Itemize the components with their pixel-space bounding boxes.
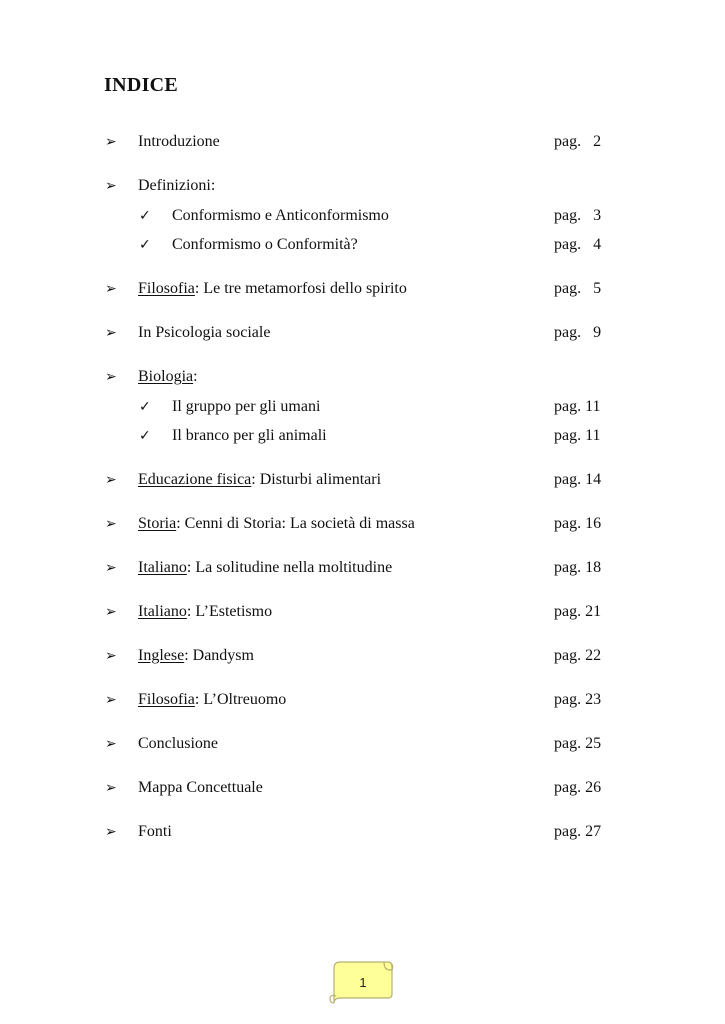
toc-entry [0, 512, 725, 536]
toc-entry-page: pag. 9 [554, 324, 602, 341]
toc-entry-page: pag. 18 [554, 559, 602, 576]
arrowhead-bullet-icon: ➢ [105, 648, 117, 664]
toc-entry-page: pag. 26 [554, 779, 602, 796]
toc-entry-text: Il branco per gli animali [172, 427, 327, 444]
arrowhead-bullet-icon: ➢ [105, 472, 117, 488]
toc-entry-page: pag. 16 [554, 515, 602, 532]
arrowhead-bullet-icon: ➢ [105, 560, 117, 576]
toc-entry [0, 468, 725, 492]
arrowhead-bullet-icon: ➢ [105, 369, 117, 385]
toc-entry-text: Conclusione [138, 735, 218, 752]
toc-entry-text: Il gruppo per gli umani [172, 398, 321, 415]
toc-entry-text: : L’Estetismo [186, 603, 273, 620]
toc-entry-label [138, 277, 407, 301]
toc-entry-text: : L’Oltreuomo [194, 691, 287, 708]
toc-entry-subject: Storia [138, 515, 177, 532]
toc-entry [0, 365, 725, 389]
toc-entry-subject: Educazione fisica [138, 471, 252, 488]
arrowhead-bullet-icon: ➢ [105, 325, 117, 341]
toc-entry-label [172, 204, 389, 228]
page-number: 1 [359, 975, 367, 990]
arrowhead-bullet-icon: ➢ [105, 516, 117, 532]
arrowhead-bullet-icon: ➢ [105, 780, 117, 796]
toc-entry [0, 174, 725, 198]
toc-entry-label [138, 644, 254, 668]
toc-entry-page: pag. 23 [554, 691, 602, 708]
toc-entry [0, 688, 725, 712]
toc-entry [0, 556, 725, 580]
toc-entry-page: pag. 14 [554, 471, 602, 488]
checkmark-icon: ✓ [139, 399, 151, 415]
toc-subentry [0, 424, 725, 448]
toc-entry-page: pag. 11 [554, 398, 601, 415]
toc-entry-page: pag. 2 [554, 133, 602, 150]
toc-entry-label [138, 688, 286, 712]
arrowhead-bullet-icon: ➢ [105, 134, 117, 150]
toc-entry-text: Fonti [138, 823, 172, 840]
checkmark-icon: ✓ [139, 237, 151, 253]
toc-entry-text: Definizioni: [138, 177, 216, 194]
toc-entry [0, 277, 725, 301]
toc-subentry [0, 204, 725, 228]
toc-entry [0, 776, 725, 800]
toc-entry-page: pag. 22 [554, 647, 602, 664]
toc-entry-page: pag. 3 [554, 207, 602, 224]
toc-entry-page: pag. 4 [554, 236, 602, 253]
toc-entry-page: pag. 21 [554, 603, 602, 620]
page-title: INDICE [104, 74, 179, 96]
toc-entry-label [138, 512, 415, 536]
toc-subentry [0, 395, 725, 419]
toc-entry-label [138, 321, 270, 345]
toc-entry-text: Conformismo e Anticonformismo [172, 207, 389, 224]
toc-entry-label [138, 732, 218, 756]
toc-entry-label [138, 130, 220, 154]
toc-entry-label [138, 174, 215, 198]
arrowhead-bullet-icon: ➢ [105, 604, 117, 620]
toc-entry-subject: Biologia [138, 368, 194, 385]
toc-entry-subject: Inglese [138, 647, 185, 664]
toc-entry-subject: Filosofia [138, 280, 195, 297]
toc-entry [0, 321, 725, 345]
toc-entry-page: pag. 27 [554, 823, 602, 840]
checkmark-icon: ✓ [139, 428, 151, 444]
toc-entry-subject: Filosofia [138, 691, 195, 708]
arrowhead-bullet-icon: ➢ [105, 178, 117, 194]
toc-entry-label [172, 424, 327, 448]
toc-entry-label [138, 468, 381, 492]
toc-entry-text: Mappa Concettuale [138, 779, 263, 796]
toc-entry-label [138, 556, 392, 580]
toc-entry [0, 130, 725, 154]
toc-entry-text: : [193, 368, 198, 385]
toc-entry-subject: Italiano [138, 559, 187, 576]
arrowhead-bullet-icon: ➢ [105, 281, 117, 297]
toc-entry-text: : Dandysm [184, 647, 254, 664]
toc-entry-label [138, 365, 198, 389]
arrowhead-bullet-icon: ➢ [105, 736, 117, 752]
toc-subentry [0, 233, 725, 257]
toc-entry-page: pag. 11 [554, 427, 601, 444]
toc-entry-text: Conformismo o Conformità? [172, 236, 358, 253]
toc-entry-text: : Disturbi alimentari [251, 471, 382, 488]
toc-entry [0, 732, 725, 756]
arrowhead-bullet-icon: ➢ [105, 692, 117, 708]
toc-entry-label [172, 395, 320, 419]
toc-entry-text: : Le tre metamorfosi dello spirito [194, 280, 407, 297]
toc-entry-label [172, 233, 358, 257]
toc-entry [0, 644, 725, 668]
toc-entry-text: : Cenni di Storia: La società di massa [176, 515, 415, 532]
toc-entry-subject: Italiano [138, 603, 187, 620]
toc-entry-label [138, 600, 272, 624]
toc-entry-label [138, 776, 263, 800]
checkmark-icon: ✓ [139, 208, 151, 224]
toc-entry [0, 600, 725, 624]
toc-entry-page: pag. 25 [554, 735, 602, 752]
toc-entry-text: Introduzione [138, 133, 220, 150]
toc-entry-label [138, 820, 172, 844]
toc-entry-page: pag. 5 [554, 280, 602, 297]
arrowhead-bullet-icon: ➢ [105, 824, 117, 840]
toc-entry-text: In Psicologia sociale [138, 324, 271, 341]
toc-entry-text: : La solitudine nella moltitudine [186, 559, 393, 576]
toc-entry [0, 820, 725, 844]
